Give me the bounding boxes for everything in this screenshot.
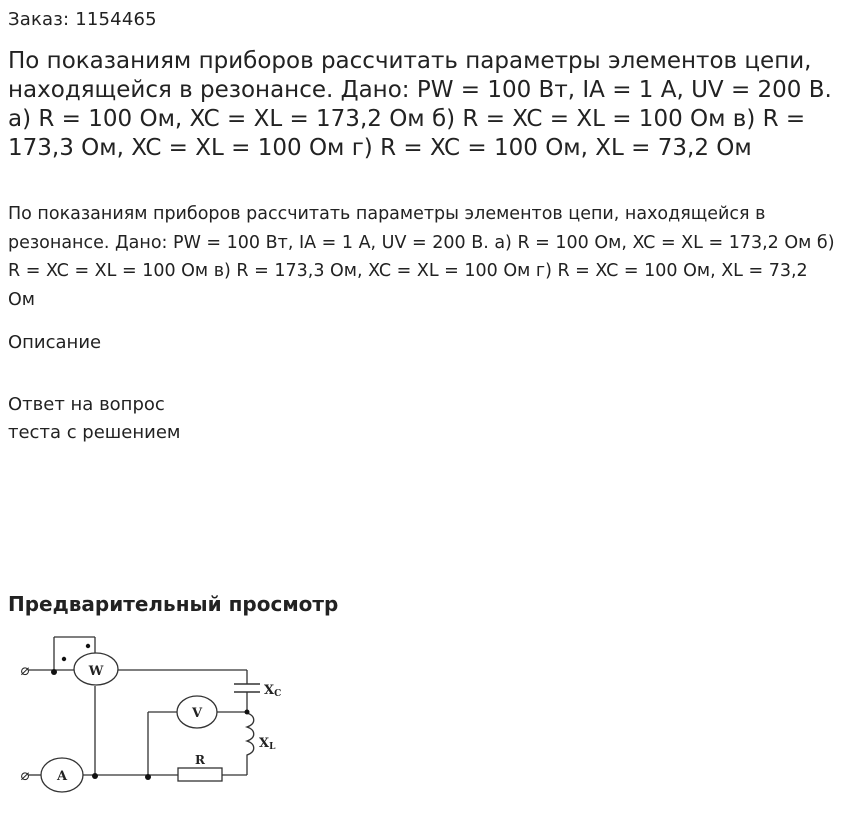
capacitor-plates bbox=[234, 684, 260, 692]
inductor-label-main: X bbox=[259, 736, 270, 751]
capacitor-label-subscript: C bbox=[274, 689, 282, 699]
input-terminal-bottom: ⌀ bbox=[20, 766, 30, 784]
preview-heading: Предварительный просмотр bbox=[8, 592, 339, 616]
input-terminal-top: ⌀ bbox=[20, 661, 30, 679]
resistor bbox=[178, 768, 222, 781]
page-title: По показаниям приборов рассчитать параметры элементов цепи, находящейся в резонансе. Дано: PW = 100 Вт, IA = 1 А, UV = 200 В. а) R = 100 Ом, XC = XL = 173,2 Ом б) R = XC = XL = 100 Ом в) R = 173,3 Ом, XC = XL = 100 Ом г) R = XC = 100 Ом, XL = 73,2 Ом bbox=[8, 48, 832, 161]
resistor-label: R bbox=[195, 753, 205, 767]
task-description: По показаниям приборов рассчитать параметры элементов цепи, находящейся в резонансе. Дано: PW = 100 Вт, IA = 1 А, UV = 200 В. а) R = 100 Ом, XC = XL = 173,2 Ом б) R = XC = XL = 100 Ом в) R = 173,3 Ом, XC = XL = 100 Ом г) R = XC = 100 Ом, XL = 73,2 Ом bbox=[8, 204, 835, 310]
capacitor-label bbox=[264, 683, 281, 699]
circuit-diagram bbox=[0, 628, 320, 814]
description-heading: Описание bbox=[8, 332, 102, 353]
inductor-label bbox=[259, 736, 276, 752]
order-number: Заказ: 1154465 bbox=[8, 9, 157, 30]
answer-summary bbox=[8, 391, 228, 447]
capacitor-label-main: X bbox=[264, 683, 275, 698]
ammeter-label: A bbox=[56, 769, 68, 784]
voltmeter-label: V bbox=[191, 706, 203, 721]
inductor-coil bbox=[247, 713, 254, 760]
answer-line-1: Ответ на вопрос bbox=[8, 394, 165, 415]
answer-line-2: теста с решением bbox=[8, 422, 181, 443]
preview-image bbox=[0, 628, 320, 814]
inductor-label-subscript: L bbox=[269, 742, 276, 752]
wattmeter-label: W bbox=[88, 664, 104, 679]
